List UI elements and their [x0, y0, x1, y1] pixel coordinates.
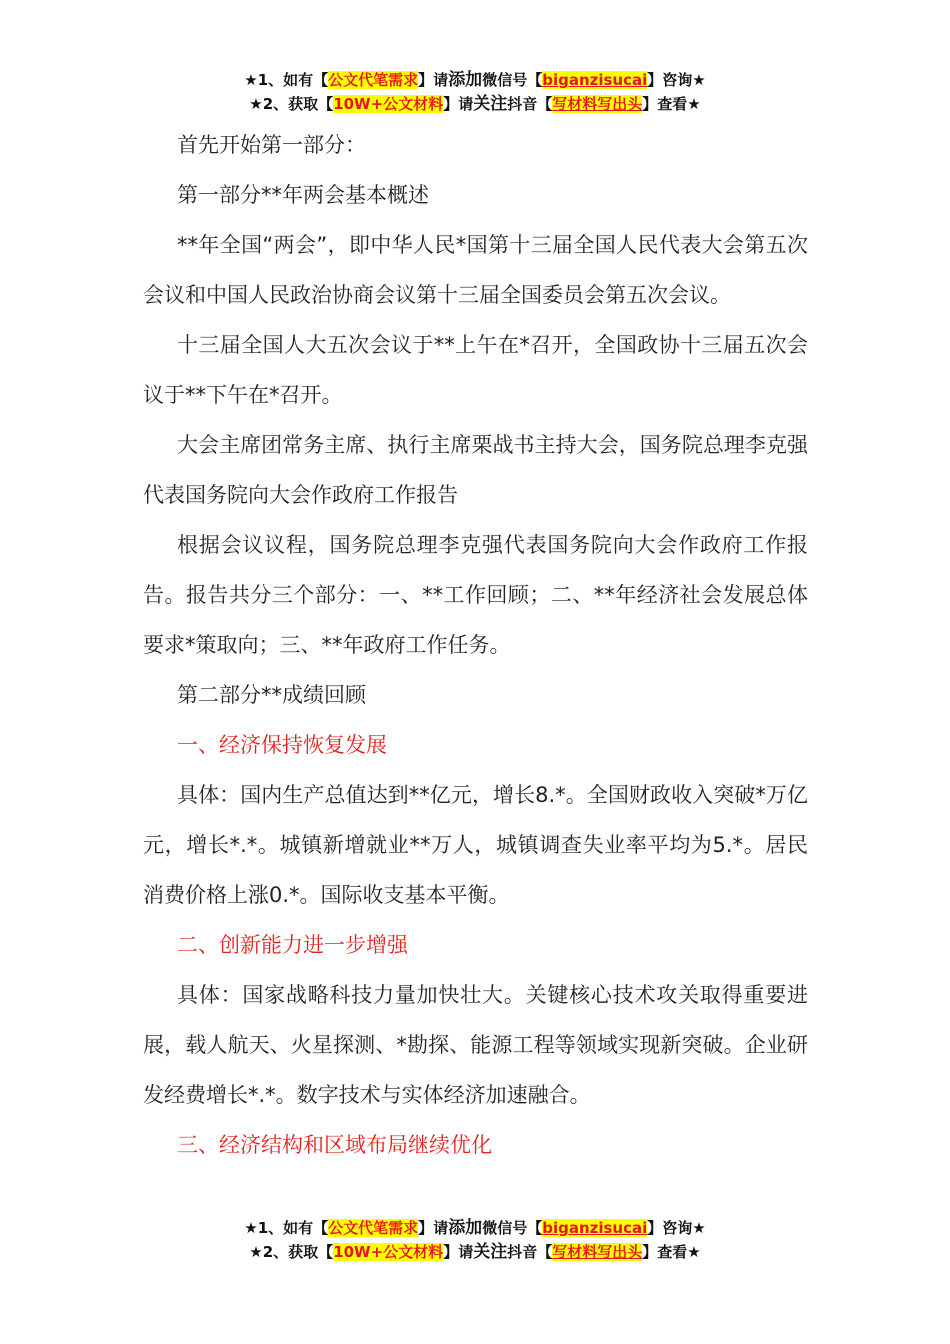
banner-highlight-service: 公文代笔需求: [328, 1219, 419, 1237]
header-banner: [0, 68, 950, 116]
intro-paragraph: 首先开始第一部分：: [177, 133, 366, 157]
body-paragraph: 具体：国家战略科技力量加快壮大。关键核心技术攻关取得重要进展，载人航天、火星探测、*勘探、能源工程等领域实现新突破。企业研发经费增长*.*。数字技术与实体经济加速融合。: [143, 983, 808, 1107]
red-heading-innovation: 二、创新能力进一步增强: [177, 933, 408, 957]
banner-line-2-suffix: 】查看★: [642, 1243, 701, 1261]
banner-line-1-prefix: ★1、如有【: [244, 1219, 329, 1237]
body-paragraph: **年全国“两会”，即中华人民*国第十三届全国人民代表大会第五次会议和中国人民政治协商会议第十三届全国委员会第五次会议。: [143, 233, 808, 307]
banner-line-1-suffix: 】咨询★: [647, 1219, 706, 1237]
banner-line-1-suffix: 】咨询★: [647, 71, 706, 89]
banner-wechat-id[interactable]: biganzisucai: [542, 1219, 648, 1237]
banner-line-2: [0, 92, 950, 116]
banner-line-2-mid2: 抖音【: [507, 1243, 553, 1261]
section-heading-part-two: 第二部分**成绩回顾: [177, 683, 366, 707]
red-heading-economy: 一、经济保持恢复发展: [177, 733, 387, 757]
banner-line-1: [0, 68, 950, 92]
banner-line-1: [0, 1216, 950, 1240]
banner-line-2: [0, 1240, 950, 1264]
banner-line-2-mid: 】请: [443, 95, 474, 113]
banner-line-2-prefix: ★2、获取【: [249, 1243, 334, 1261]
banner-line-1-mid2: 微信号【: [482, 1219, 543, 1237]
banner-highlight-service: 公文代笔需求: [328, 71, 419, 89]
banner-line-1-prefix: ★1、如有【: [244, 71, 329, 89]
banner-wechat-id[interactable]: biganzisucai: [542, 71, 648, 89]
banner-line-1-mid: 】请: [418, 1219, 449, 1237]
body-paragraph: 具体：国内生产总值达到**亿元，增长8.*。全国财政收入突破*万亿元，增长*.*。城镇新增就业**万人，城镇调查失业率平均为5.*。居民消费价格上涨0.*。国际收支基本平衡。: [143, 783, 808, 907]
banner-line-2-prefix: ★2、获取【: [249, 95, 334, 113]
body-paragraph: 大会主席团常务主席、执行主席栗战书主持大会，国务院总理李克强代表国务院向大会作政府工作报告: [143, 433, 808, 507]
banner-douyin-account[interactable]: 写材料写出头: [552, 1243, 643, 1261]
document-body: [143, 120, 808, 1170]
section-heading-part-one: 第一部分**年两会基本概述: [177, 183, 429, 207]
body-paragraph: 十三届全国人大五次会议于**上午在*召开，全国政协十三届五次会议于**下午在*召开。: [143, 333, 808, 407]
banner-line-2-mid: 】请: [443, 1243, 474, 1261]
body-paragraph: 根据会议议程，国务院总理李克强代表国务院向大会作政府工作报告。报告共分三个部分：一、**工作回顾；二、**年经济社会发展总体要求*策取向；三、**年政府工作任务。: [143, 533, 808, 657]
red-heading-structure: 三、经济结构和区域布局继续优化: [177, 1133, 492, 1157]
banner-emphasis-add: 添加: [448, 70, 483, 90]
banner-line-1-mid2: 微信号【: [482, 71, 543, 89]
banner-emphasis-add: 添加: [448, 1218, 483, 1238]
footer-banner: [0, 1216, 950, 1264]
banner-emphasis-follow: 关注: [473, 1242, 508, 1262]
banner-douyin-account[interactable]: 写材料写出头: [552, 95, 643, 113]
banner-highlight-materials: 10W+公文材料: [333, 95, 444, 113]
banner-emphasis-follow: 关注: [473, 94, 508, 114]
banner-line-2-suffix: 】查看★: [642, 95, 701, 113]
banner-highlight-materials: 10W+公文材料: [333, 1243, 444, 1261]
banner-line-1-mid: 】请: [418, 71, 449, 89]
banner-line-2-mid2: 抖音【: [507, 95, 553, 113]
